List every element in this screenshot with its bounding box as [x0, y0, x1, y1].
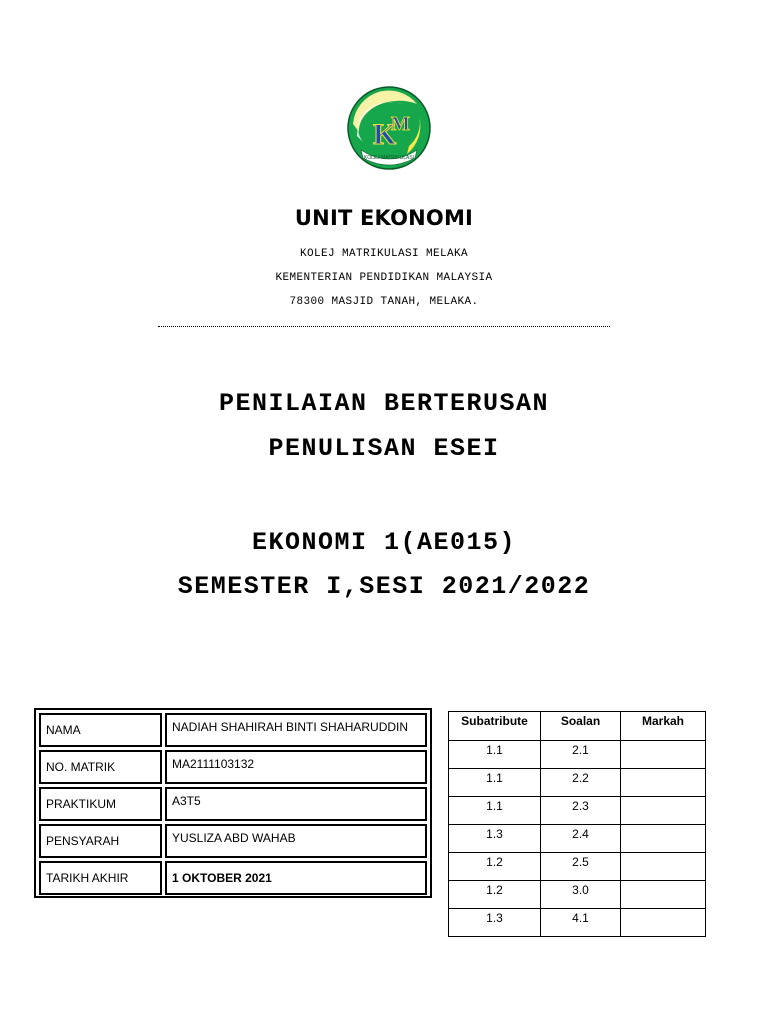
mark-cell [621, 881, 706, 909]
svg-text:K: K [373, 118, 397, 151]
subattribute-cell: 1.1 [449, 797, 541, 825]
info-row-matric [39, 750, 427, 784]
question-cell: 4.1 [541, 909, 621, 937]
table-row [449, 741, 706, 769]
svg-text:M: M [391, 113, 410, 135]
student-info-table [34, 708, 432, 898]
mark-cell [621, 741, 706, 769]
info-value: NADIAH SHAHIRAH BINTI SHAHARUDDIN [165, 713, 427, 747]
info-value: MA2111103132 [165, 750, 427, 784]
table-row [449, 769, 706, 797]
info-label: TARIKH AKHIR [39, 861, 162, 895]
question-cell: 2.5 [541, 853, 621, 881]
svg-text:KOLEJ MATRIKULASI: KOLEJ MATRIKULASI [363, 155, 415, 161]
info-row-name [39, 713, 427, 747]
college-logo [347, 86, 431, 170]
divider [158, 326, 610, 327]
subattribute-cell: 1.3 [449, 909, 541, 937]
address-line-2: KEMENTERIAN PENDIDIKAN MALAYSIA [275, 272, 493, 284]
mark-cell [621, 909, 706, 937]
question-cell: 3.0 [541, 881, 621, 909]
question-cell: 2.1 [541, 741, 621, 769]
title-line-2: PENULISAN ESEI [268, 434, 500, 463]
question-cell: 2.3 [541, 797, 621, 825]
marks-table [448, 711, 706, 937]
mark-cell [621, 769, 706, 797]
info-label: NO. MATRIK [39, 750, 162, 784]
info-value: YUSLIZA ABD WAHAB [165, 824, 427, 858]
info-row-practicum [39, 787, 427, 821]
mark-cell [621, 797, 706, 825]
table-row [449, 881, 706, 909]
unit-title: UNIT EKONOMI [294, 206, 474, 230]
info-row-due-date [39, 861, 427, 895]
column-header: Subatribute [449, 712, 541, 741]
info-row-lecturer [39, 824, 427, 858]
info-label: NAMA [39, 713, 162, 747]
column-header: Markah [621, 712, 706, 741]
question-cell: 2.4 [541, 825, 621, 853]
info-label: PENSYARAH [39, 824, 162, 858]
subattribute-cell: 1.2 [449, 881, 541, 909]
subattribute-cell: 1.2 [449, 853, 541, 881]
table-row [449, 825, 706, 853]
table-row [449, 853, 706, 881]
semester-title: SEMESTER I,SESI 2021/2022 [177, 572, 591, 601]
mark-cell [621, 853, 706, 881]
address-line-3: 78300 MASJID TANAH, MELAKA. [289, 296, 479, 308]
table-row [449, 909, 706, 937]
question-cell: 2.2 [541, 769, 621, 797]
marks-header-row [449, 712, 706, 741]
subattribute-cell: 1.1 [449, 769, 541, 797]
address-line-1: KOLEJ MATRIKULASI MELAKA [299, 248, 469, 260]
info-value: 1 OKTOBER 2021 [165, 861, 427, 895]
column-header: Soalan [541, 712, 621, 741]
info-value: A3T5 [165, 787, 427, 821]
subattribute-cell: 1.3 [449, 825, 541, 853]
course-title: EKONOMI 1(AE015) [251, 528, 517, 557]
subattribute-cell: 1.1 [449, 741, 541, 769]
mark-cell [621, 825, 706, 853]
table-row [449, 797, 706, 825]
title-line-1: PENILAIAN BERTERUSAN [218, 389, 550, 418]
info-label: PRAKTIKUM [39, 787, 162, 821]
